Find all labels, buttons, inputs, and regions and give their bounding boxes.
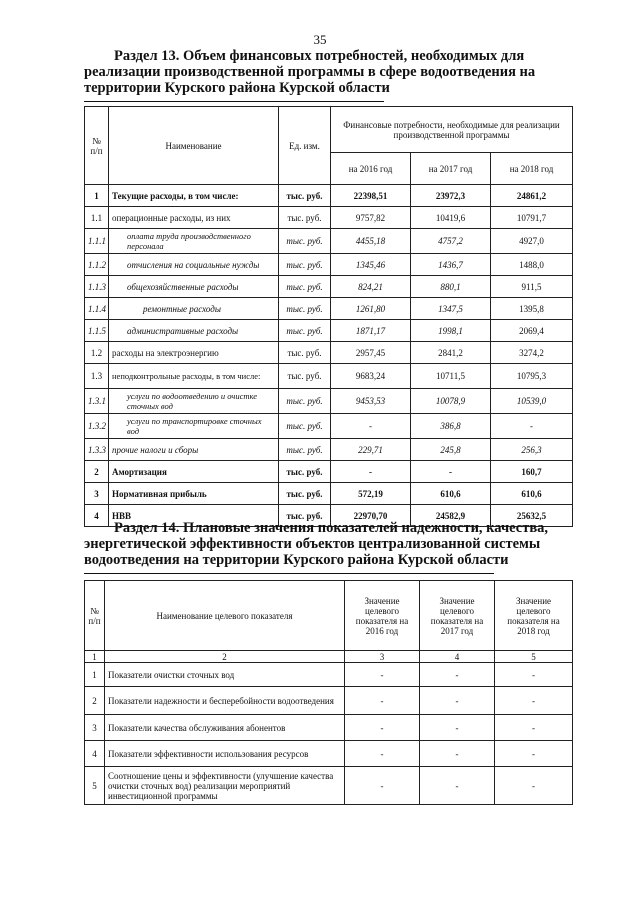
- row-2017: -: [420, 687, 495, 715]
- row-num: 5: [85, 767, 105, 805]
- header-name: Наименование целевого показателя: [105, 581, 345, 651]
- header-unit: Ед. изм.: [279, 107, 331, 185]
- row-unit: тыс. руб.: [279, 483, 331, 505]
- row-name: прочие налоги и сборы: [109, 439, 279, 461]
- row-name: услуги по транспортировке сточных вод: [109, 414, 279, 439]
- row-2017: 245,8: [411, 439, 491, 461]
- row-num: 2: [85, 687, 105, 715]
- table-row: [85, 389, 573, 414]
- row-num: 3: [85, 715, 105, 741]
- row-2018: 4927,0: [491, 229, 573, 254]
- row-2017: -: [420, 767, 495, 805]
- row-2018: 10795,3: [491, 364, 573, 389]
- header-2018: на 2018 год: [491, 153, 573, 185]
- row-2016: 22970,70: [331, 505, 411, 527]
- row-num: 1: [85, 663, 105, 687]
- row-2016: 4455,18: [331, 229, 411, 254]
- row-unit: тыс. руб.: [279, 439, 331, 461]
- row-unit: тыс. руб.: [279, 414, 331, 439]
- row-2018: 2069,4: [491, 320, 573, 342]
- section-13-title-line-1: Раздел 13. Объем финансовых потребностей, необходимых для: [114, 48, 525, 64]
- row-num: 1.1: [85, 207, 109, 229]
- row-name: НВВ: [109, 505, 279, 527]
- row-name: Нормативная прибыль: [109, 483, 279, 505]
- row-2017: 23972,3: [411, 185, 491, 207]
- section-13-title-line-2: реализации производственной программы в сфере водоотведения на: [84, 64, 536, 80]
- row-2017: 4757,2: [411, 229, 491, 254]
- row-2018: -: [495, 715, 573, 741]
- row-num: 2: [85, 461, 109, 483]
- row-2017: -: [420, 663, 495, 687]
- row-2018: 911,5: [491, 276, 573, 298]
- table-row: [85, 254, 573, 276]
- row-2017: 1436,7: [411, 254, 491, 276]
- row-num: 1.2: [85, 342, 109, 364]
- row-2016: -: [331, 461, 411, 483]
- row-name: неподконтрольные расходы, в том числе:: [109, 364, 279, 389]
- row-2018: 160,7: [491, 461, 573, 483]
- row-2016: 9453,53: [331, 389, 411, 414]
- row-num: 1: [85, 185, 109, 207]
- section-13-table: [84, 106, 573, 527]
- col-index-3: 3: [345, 651, 420, 663]
- row-unit: тыс. руб.: [279, 364, 331, 389]
- row-2016: 1261,80: [331, 298, 411, 320]
- row-2017: -: [420, 715, 495, 741]
- page-number: 35: [313, 32, 327, 47]
- row-2018: 256,3: [491, 439, 573, 461]
- row-2018: 610,6: [491, 483, 573, 505]
- row-2018: -: [491, 414, 573, 439]
- table-row: [85, 276, 573, 298]
- table-row: [85, 663, 573, 687]
- row-name: административные расходы: [109, 320, 279, 342]
- section-13-title: [84, 48, 572, 96]
- row-name: общехозяйственные расходы: [109, 276, 279, 298]
- row-2016: 572,19: [331, 483, 411, 505]
- header-name: Наименование: [109, 107, 279, 185]
- table-row: [85, 229, 573, 254]
- row-unit: тыс. руб.: [279, 320, 331, 342]
- row-2016: -: [345, 715, 420, 741]
- row-2016: 9757,82: [331, 207, 411, 229]
- row-2018: 24861,2: [491, 185, 573, 207]
- row-num: 1.3.3: [85, 439, 109, 461]
- section-14-title-line-1: Раздел 14. Плановые значения показателей надежности, качества,: [114, 520, 549, 536]
- col-index-1: 1: [85, 651, 105, 663]
- row-unit: тыс. руб.: [279, 461, 331, 483]
- row-unit: тыс. руб.: [279, 185, 331, 207]
- row-name: операционные расходы, из них: [109, 207, 279, 229]
- row-2017: 10711,5: [411, 364, 491, 389]
- row-num: 1.1.4: [85, 298, 109, 320]
- table-row: [85, 715, 573, 741]
- row-2016: 2957,45: [331, 342, 411, 364]
- row-name: расходы на электроэнергию: [109, 342, 279, 364]
- row-2017: 1998,1: [411, 320, 491, 342]
- row-2018: 3274,2: [491, 342, 573, 364]
- row-num: 1.1.3: [85, 276, 109, 298]
- section-14-underline: [84, 573, 494, 574]
- row-2017: -: [411, 461, 491, 483]
- row-unit: тыс. руб.: [279, 229, 331, 254]
- header-2017: Значение целевого показателя на 2017 год: [420, 581, 495, 651]
- row-2016: 9683,24: [331, 364, 411, 389]
- row-2016: 1871,17: [331, 320, 411, 342]
- row-name: услуги по водоотведению и очистке сточных вод: [109, 389, 279, 414]
- row-unit: тыс. руб.: [279, 298, 331, 320]
- header-2016: Значение целевого показателя на 2016 год: [345, 581, 420, 651]
- row-2018: 10539,0: [491, 389, 573, 414]
- header-2016: на 2016 год: [331, 153, 411, 185]
- row-num: 1.3.1: [85, 389, 109, 414]
- header-num: № п/п: [85, 581, 105, 651]
- row-2017: 880,1: [411, 276, 491, 298]
- table-row: [85, 439, 573, 461]
- row-unit: тыс. руб.: [279, 389, 331, 414]
- row-unit: тыс. руб.: [279, 207, 331, 229]
- table-row: [85, 298, 573, 320]
- row-name: оплата труда производственного персонала: [109, 229, 279, 254]
- row-2017: 24582,9: [411, 505, 491, 527]
- table-row: [85, 687, 573, 715]
- row-2017: 610,6: [411, 483, 491, 505]
- table-row: [85, 185, 573, 207]
- table-row: [85, 461, 573, 483]
- row-2016: -: [345, 767, 420, 805]
- row-2017: 10419,6: [411, 207, 491, 229]
- row-name: Показатели качества обслуживания абонентов: [105, 715, 345, 741]
- section-14-table: [84, 580, 573, 805]
- section-14-title-line-3: водоотведения на территории Курского района Курской области: [84, 552, 509, 568]
- header-num: № п/п: [85, 107, 109, 185]
- row-2016: -: [345, 687, 420, 715]
- table-row: [85, 320, 573, 342]
- table-row: [85, 483, 573, 505]
- row-2018: -: [495, 663, 573, 687]
- row-name: Амортизация: [109, 461, 279, 483]
- header-2017: на 2017 год: [411, 153, 491, 185]
- table-row: [85, 767, 573, 805]
- section-14-title: [84, 520, 572, 568]
- row-2016: -: [345, 663, 420, 687]
- row-unit: тыс. руб.: [279, 276, 331, 298]
- row-2016: -: [331, 414, 411, 439]
- row-num: 1.1.2: [85, 254, 109, 276]
- table-row: [85, 741, 573, 767]
- header-group: Финансовые потребности, необходимые для реализации производственной программы: [331, 107, 573, 153]
- table-row: [85, 342, 573, 364]
- section-14-title-line-2: энергетической эффективности объектов централизованной системы: [84, 536, 541, 552]
- row-num: 4: [85, 741, 105, 767]
- row-2018: -: [495, 767, 573, 805]
- row-unit: тыс. руб.: [279, 342, 331, 364]
- section-13-underline: [84, 101, 384, 102]
- row-2017: 2841,2: [411, 342, 491, 364]
- row-2017: 1347,5: [411, 298, 491, 320]
- row-2018: 1395,8: [491, 298, 573, 320]
- row-num: 3: [85, 483, 109, 505]
- row-num: 1.1.5: [85, 320, 109, 342]
- row-2016: 22398,51: [331, 185, 411, 207]
- row-num: 1.1.1: [85, 229, 109, 254]
- section-13-title-line-3: территории Курского района Курской области: [84, 80, 390, 96]
- row-num: 1.3: [85, 364, 109, 389]
- row-unit: тыс. руб.: [279, 254, 331, 276]
- row-2018: -: [495, 687, 573, 715]
- row-2017: 10078,9: [411, 389, 491, 414]
- row-2018: -: [495, 741, 573, 767]
- row-name: ремонтные расходы: [109, 298, 279, 320]
- col-index-5: 5: [495, 651, 573, 663]
- row-name: Показатели надежности и бесперебойности водоотведения: [105, 687, 345, 715]
- row-num: 4: [85, 505, 109, 527]
- row-2016: 1345,46: [331, 254, 411, 276]
- row-2018: 1488,0: [491, 254, 573, 276]
- row-2016: 229,71: [331, 439, 411, 461]
- col-index-4: 4: [420, 651, 495, 663]
- col-index-2: 2: [105, 651, 345, 663]
- row-2016: 824,21: [331, 276, 411, 298]
- table-row: [85, 364, 573, 389]
- row-name: отчисления на социальные нужды: [109, 254, 279, 276]
- row-2018: 25632,5: [491, 505, 573, 527]
- row-2016: -: [345, 741, 420, 767]
- row-name: Соотношение цены и эффективности (улучшение качества очистки сточных вод) реализации мероприятий инвестиционной программы: [105, 767, 345, 805]
- row-num: 1.3.2: [85, 414, 109, 439]
- row-2018: 10791,7: [491, 207, 573, 229]
- table-row: [85, 414, 573, 439]
- row-2017: 386,8: [411, 414, 491, 439]
- header-2018: Значение целевого показателя на 2018 год: [495, 581, 573, 651]
- row-name: Показатели эффективности использования ресурсов: [105, 741, 345, 767]
- row-unit: тыс. руб.: [279, 505, 331, 527]
- row-name: Показатели очистки сточных вод: [105, 663, 345, 687]
- table-row: [85, 207, 573, 229]
- row-name: Текущие расходы, в том числе:: [109, 185, 279, 207]
- row-2017: -: [420, 741, 495, 767]
